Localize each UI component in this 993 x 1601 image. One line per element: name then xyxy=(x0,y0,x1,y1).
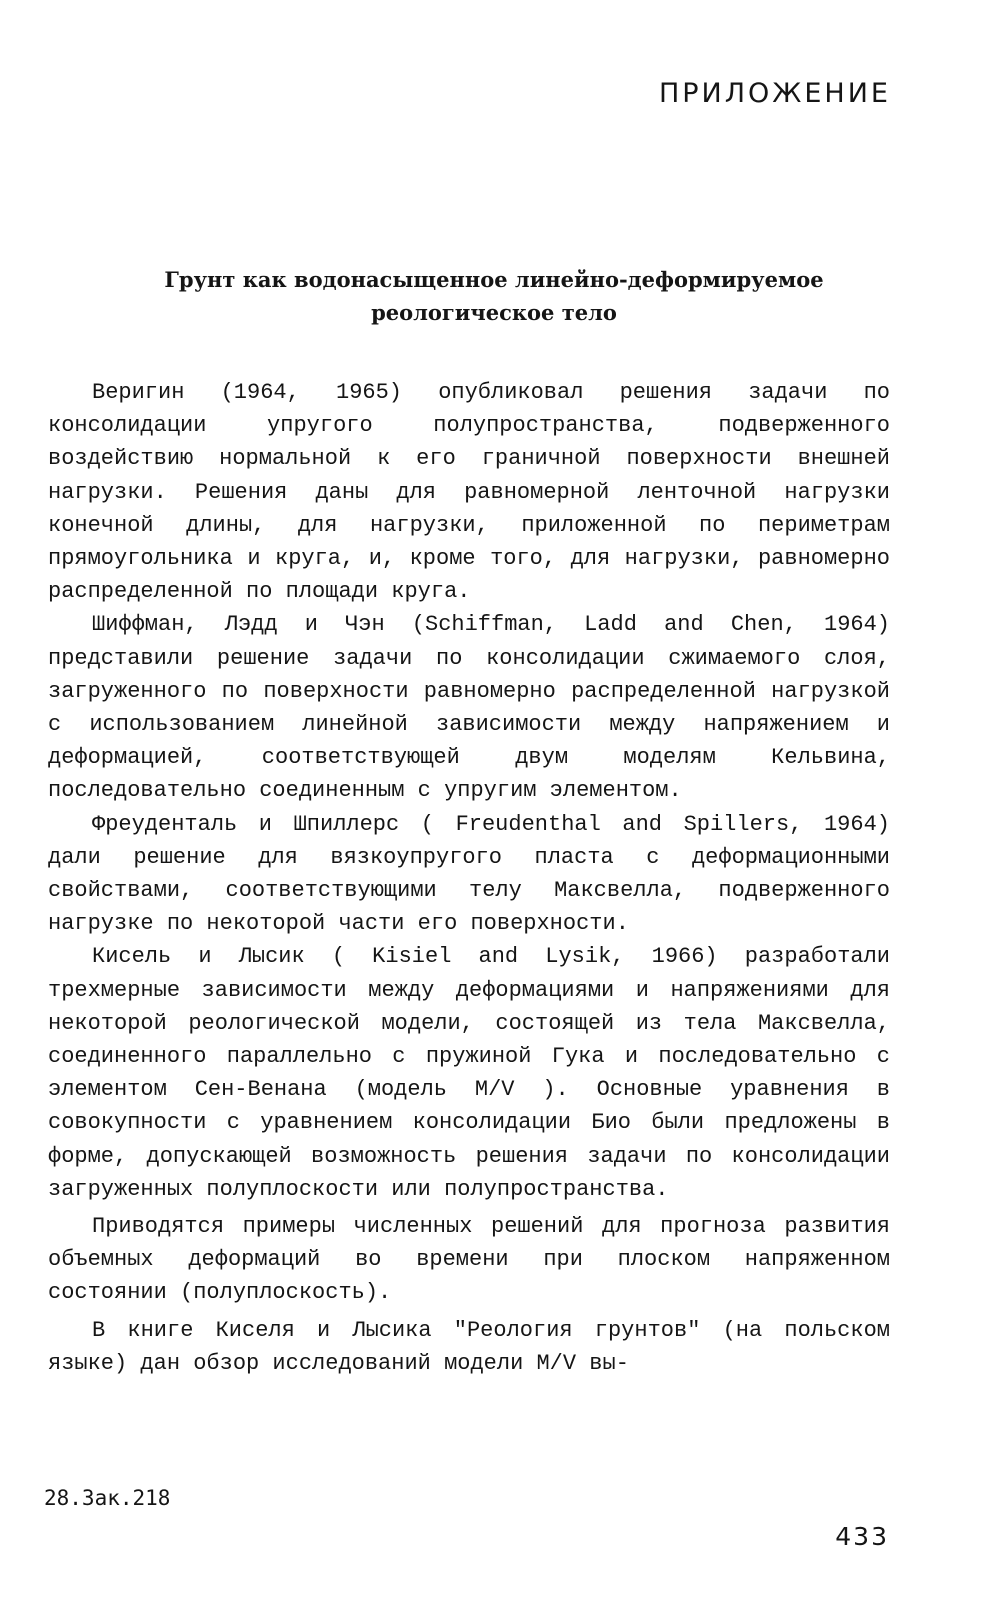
page-number: 433 xyxy=(835,1522,889,1551)
body-text xyxy=(48,376,890,1380)
paragraph-6: В книге Киселя и Лысика "Реология грунтов" (на польском языке) дан обзор исследований модели M/V вы- xyxy=(48,1317,890,1376)
section-label: ПРИЛОЖЕНИЕ xyxy=(658,78,891,109)
chapter-title-line-2: реологическое тело xyxy=(371,300,617,325)
paragraph-3: Фреуденталь и Шпиллерс ( Freudenthal and Spillers, 1964) дали решение для вязкоупругого пласта с деформационными свойствами, соответствующими телу Максвелла, подверженного нагрузке по некоторой части его поверхности. xyxy=(48,811,890,937)
paragraph-2: Шиффман, Лэдд и Чэн (Schiffman, Ladd and Chen, 1964) представили решение задачи по консолидации сжимаемого слоя, загруженного по поверхности равномерно распределенной нагрузкой с использованием линейной зависимости между напряжением и деформацией, соответствующей двум моделям Кельвина, последовательно соединенным с упругим элементом. xyxy=(48,612,890,804)
printer-signature: 28.Зак.218 xyxy=(44,1486,171,1510)
paragraph-4: Кисель и Лысик ( Kisiel and Lysik, 1966) разработали трехмерные зависимости между деформациями и напряжениями для некоторой реологической модели, состоящей из тела Максвелла, соединенного параллельно с пружиной Гука и последовательно с элементом Сен-Венана (модель M/V ). Основные уравнения в совокупности с уравнением консолидации Био были предложены в форме, допускающей возможность решения задачи по консолидации загруженных полуплоскости или полупространства. xyxy=(48,944,890,1202)
chapter-title xyxy=(48,263,940,329)
paragraph-1: Веригин (1964, 1965) опубликовал решения задачи по консолидации упругого полупространства, подверженного воздействию нормальной к его граничной поверхности внешней нагрузки. Решения даны для равномерной ленточной нагрузки конечной длины, для нагрузки, приложенной по периметрам прямоугольника и круга, и, кроме того, для нагрузки, равномерно распределенной по площади круга. xyxy=(48,380,890,605)
paragraph-5: Приводятся примеры численных решений для прогноза развития объемных деформаций во времени при плоском напряженном состоянии (полуплоскость). xyxy=(48,1214,890,1306)
chapter-title-line-1: Грунт как водонасыщенное линейно-деформируемое xyxy=(164,267,824,292)
